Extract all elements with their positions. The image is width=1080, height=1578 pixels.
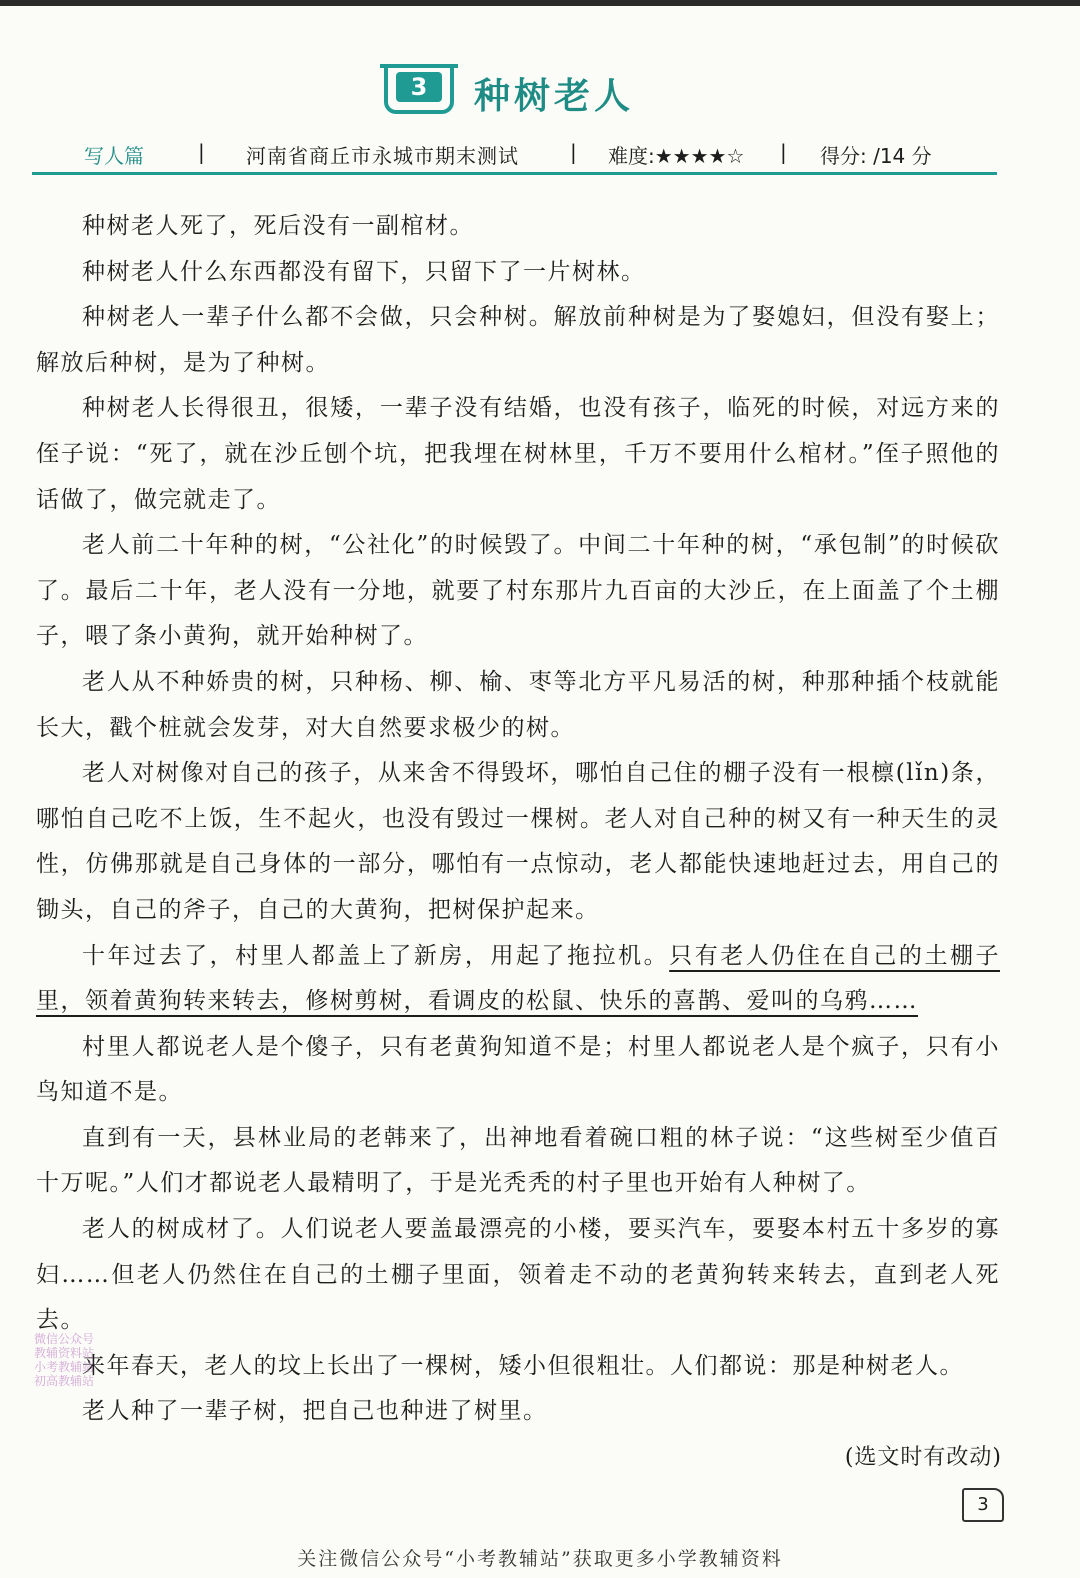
footer-promo: 关注微信公众号“小考教辅站”获取更多小学教辅资料 (297, 1548, 783, 1570)
score-field: 得分: /14 分 (820, 144, 932, 168)
paragraph: 直到有一天，县林业局的老韩来了，出神地看着碗口粗的林子说：“这些树至少值百十万呢。”人们才都说老人最精明了，于是光秃秃的村子里也开始有人种树了。 (36, 1124, 1000, 1197)
paragraph: 老人前二十年种的树，“公社化”的时候毁了。中间二十年种的树，“承包制”的时候砍了。最后二十年，老人没有一分地，就要了村东那片九百亩的大沙丘，在上面盖了个土棚子，喂了条小黄狗，就开始种树了。 (36, 532, 1000, 650)
paragraph (36, 934, 1000, 1025)
difficulty-rating: 难度:★★★★☆ (608, 144, 745, 168)
paragraph: 种树老人长得很丑，很矮，一辈子没有结婚，也没有孩子，临死的时候，对远方来的侄子说：“死了，就在沙丘刨个坑，把我埋在树林里，千万不要用什么棺材。”侄子照他的话做了，做完就走了。 (36, 395, 1000, 513)
page-number: 3 (962, 1488, 1004, 1522)
watermark-line: 教辅资料站 (34, 1346, 95, 1360)
watermark-line: 小考教辅站 (34, 1360, 95, 1374)
source-note: (选文时有改动) (844, 1445, 1002, 1470)
category-label: 写人篇 (84, 144, 144, 168)
paragraph: 老人的树成材了。人们说老人要盖最漂亮的小楼，要买汽车，要娶本村五十多岁的寡妇……但老人仍然住在自己的土棚子里面，领着走不动的老黄狗转来转去，直到老人死去。 (36, 1216, 1000, 1334)
lesson-title: 种树老人 (474, 75, 635, 117)
paragraph: 老人种了一辈子树，把自己也种进了树里。 (82, 1398, 548, 1425)
watermark-line: 初高教辅站 (34, 1374, 95, 1388)
watermark-line: 微信公众号 (34, 1332, 95, 1346)
paragraph: 种树老人什么东西都没有留下，只留下了一片树林。 (82, 258, 646, 285)
paragraph: 种树老人死了，死后没有一副棺材。 (82, 213, 474, 239)
lesson-number: 3 (396, 72, 442, 102)
lesson-header (0, 62, 1080, 132)
paragraph: 来年春天，老人的坟上长出了一棵树，矮小但很粗壮。人们都说：那是种树老人。 (82, 1352, 964, 1379)
meta-separator: | (570, 140, 577, 164)
watermark-stamp (34, 1332, 118, 1388)
paragraph: 种树老人一辈子什么都不会做，只会种树。解放前种树是为了娶媳妇，但没有娶上；解放后种树，是为了种树。 (36, 304, 1000, 376)
paragraph: 村里人都说老人是个傻子，只有老黄狗知道不是；村里人都说老人是个疯子，只有小鸟知道不是。 (36, 1033, 1000, 1106)
top-edge-line (0, 0, 1080, 6)
meta-info-bar (32, 136, 997, 175)
paragraph: 老人从不种娇贵的树，只种杨、柳、榆、枣等北方平凡易活的树，种那种插个枝就能长大，戳个桩就会发芽，对大自然要求极少的树。 (36, 668, 1000, 741)
paragraph-text: 十年过去了，村里人都盖上了新房，用起了拖拉机。 (82, 942, 670, 969)
underlined-sentence: 只有老人仍住在自己的土棚子里，领着黄狗转来转去，修树剪树，看调皮的松鼠、快乐的喜鹊、爱叫的乌鸦…… (36, 942, 1001, 1015)
article-body (36, 204, 1000, 1435)
meta-separator: | (198, 140, 205, 164)
source-label: 河南省商丘市永城市期末测试 (246, 144, 519, 168)
paragraph: 老人对树像对自己的孩子，从来舍不得毁坏，哪怕自己住的棚子没有一根檩(lǐn)条，哪怕自己吃不上饭，生不起火，也没有毁过一棵树。老人对自己种的树又有一种天生的灵性，仿佛那就是自己身体的一部分，哪怕有一点惊动，老人都能快速地赶过去，用自己的锄头，自己的斧子，自己的大黄狗，把树保护起来。 (36, 760, 1000, 923)
meta-separator: | (780, 140, 787, 164)
